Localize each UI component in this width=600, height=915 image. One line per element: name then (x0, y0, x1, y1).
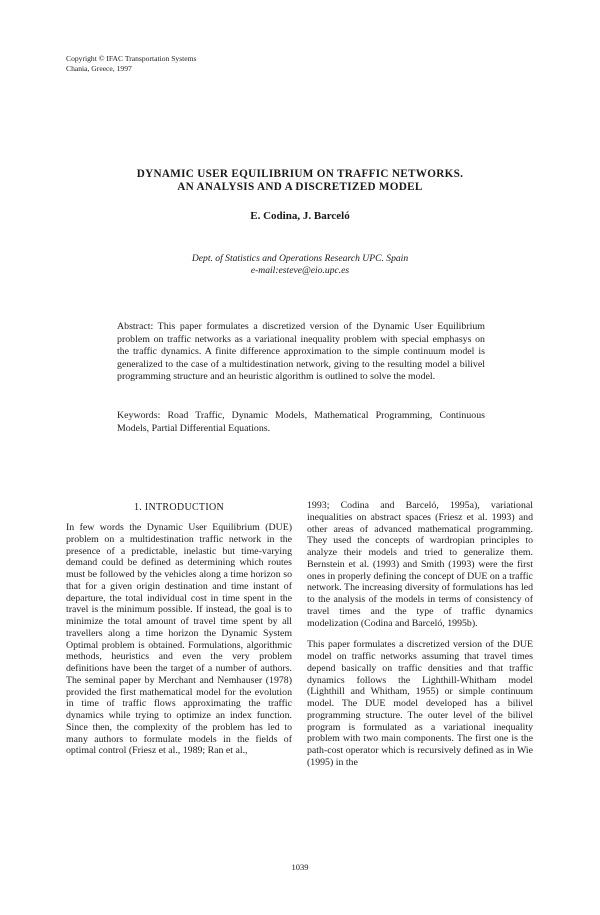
conference-location-line: Chania, Greece, 1997 (66, 64, 132, 73)
intro-paragraph-continued: 1993; Codina and Barceló, 1995a), variational inequalities on abstract spaces (Friesz et al. 1993) and other areas of advanced mathematical programming. They used the concepts of wardropian principles to analyze their models and tried to generalize them. Bernstein et al. (1993) and Smith (1993) were the first ones in properly defining the concept of DUE on a traffic network. The increasing diversity of formulations has led to the analysis of the models in terms of consistency of travel times and the type of traffic dynamics modelization (Codina and Barceló, 1995b). (307, 500, 533, 629)
author-affiliation (0, 253, 600, 277)
abstract: Abstract: This paper formulates a discretized version of the Dynamic User Equilibrium problem on traffic networks as a variational inequality problem with special emphasys on the traffic dynamics. A finite difference approximation to the simple continuum model is generalized to the case of a multidestination network, giving to the resulting model a bilivel programming structure and an heuristic algorithm is outlined to solve the model. (117, 321, 485, 383)
copyright-block (66, 54, 197, 74)
paper-authors: E. Codina, J. Barceló (250, 210, 350, 222)
section-heading-introduction: 1. INTRODUCTION (133, 502, 225, 513)
title-line-2: AN ANALYSIS AND A DISCRETIZED MODEL (177, 181, 423, 193)
copyright-line: Copyright © IFAC Transportation Systems (66, 54, 197, 63)
keywords: Keywords: Road Traffic, Dynamic Models, Mathematical Programming, Continuous Models, Partial Differential Equations. (117, 410, 485, 434)
intro-paragraph-1: In few words the Dynamic User Equilibrium (DUE) problem on a multidestination traffic network in the presence of a predictable, inelastic but time-varying demand could be defined as determining which routes must be followed by the vehicles along a time horizon so that for a given origin destination and time instant of departure, the total individual cost in time spent in the travel is the minimum possible. If instead, the goal is to minimize the total amount of travel time spent by all travellers along a time horizon the Dynamic System Optimal problem is obtained. Formulations, algorithmic methods, heuristics and even the very problem definitions have been the target of a number of authors. The seminal paper by Merchant and Nemhauser (1978) provided the first mathematical model for the evolution in time of traffic flows approximating the traffic dynamics while trying to optimize an index function. Since then, the complexity of the problem has led to many authors to formulate models in the fields of optimal control (Friesz et al., 1989; Ran et al., (66, 522, 292, 757)
intro-paragraph-2: This paper formulates a discretized version of the DUE model on traffic networks assuming that travel times depend basically on traffic densities and that traffic dynamics follows the Lighthill-Whitham model (Lighthill and Whitham, 1955) or simple continuum model. The DUE model developed has a bilivel programming structure. The outer level of the bilivel program is formulated as a variational inequality problem with two main components. The first one is the path-cost operator which is recursively defined as in Wie (1995) in the (307, 639, 533, 768)
title-line-1: DYNAMIC USER EQUILIBRIUM ON TRAFFIC NETWORKS. (136, 168, 464, 180)
left-column (66, 522, 292, 757)
paper-title (0, 168, 600, 194)
page-number: 1039 (291, 862, 309, 872)
right-column (307, 500, 533, 769)
affiliation-line: Dept. of Statistics and Operations Research UPC. Spain (191, 253, 409, 264)
author-email: e-mail:esteve@eio.upc.es (250, 265, 350, 276)
